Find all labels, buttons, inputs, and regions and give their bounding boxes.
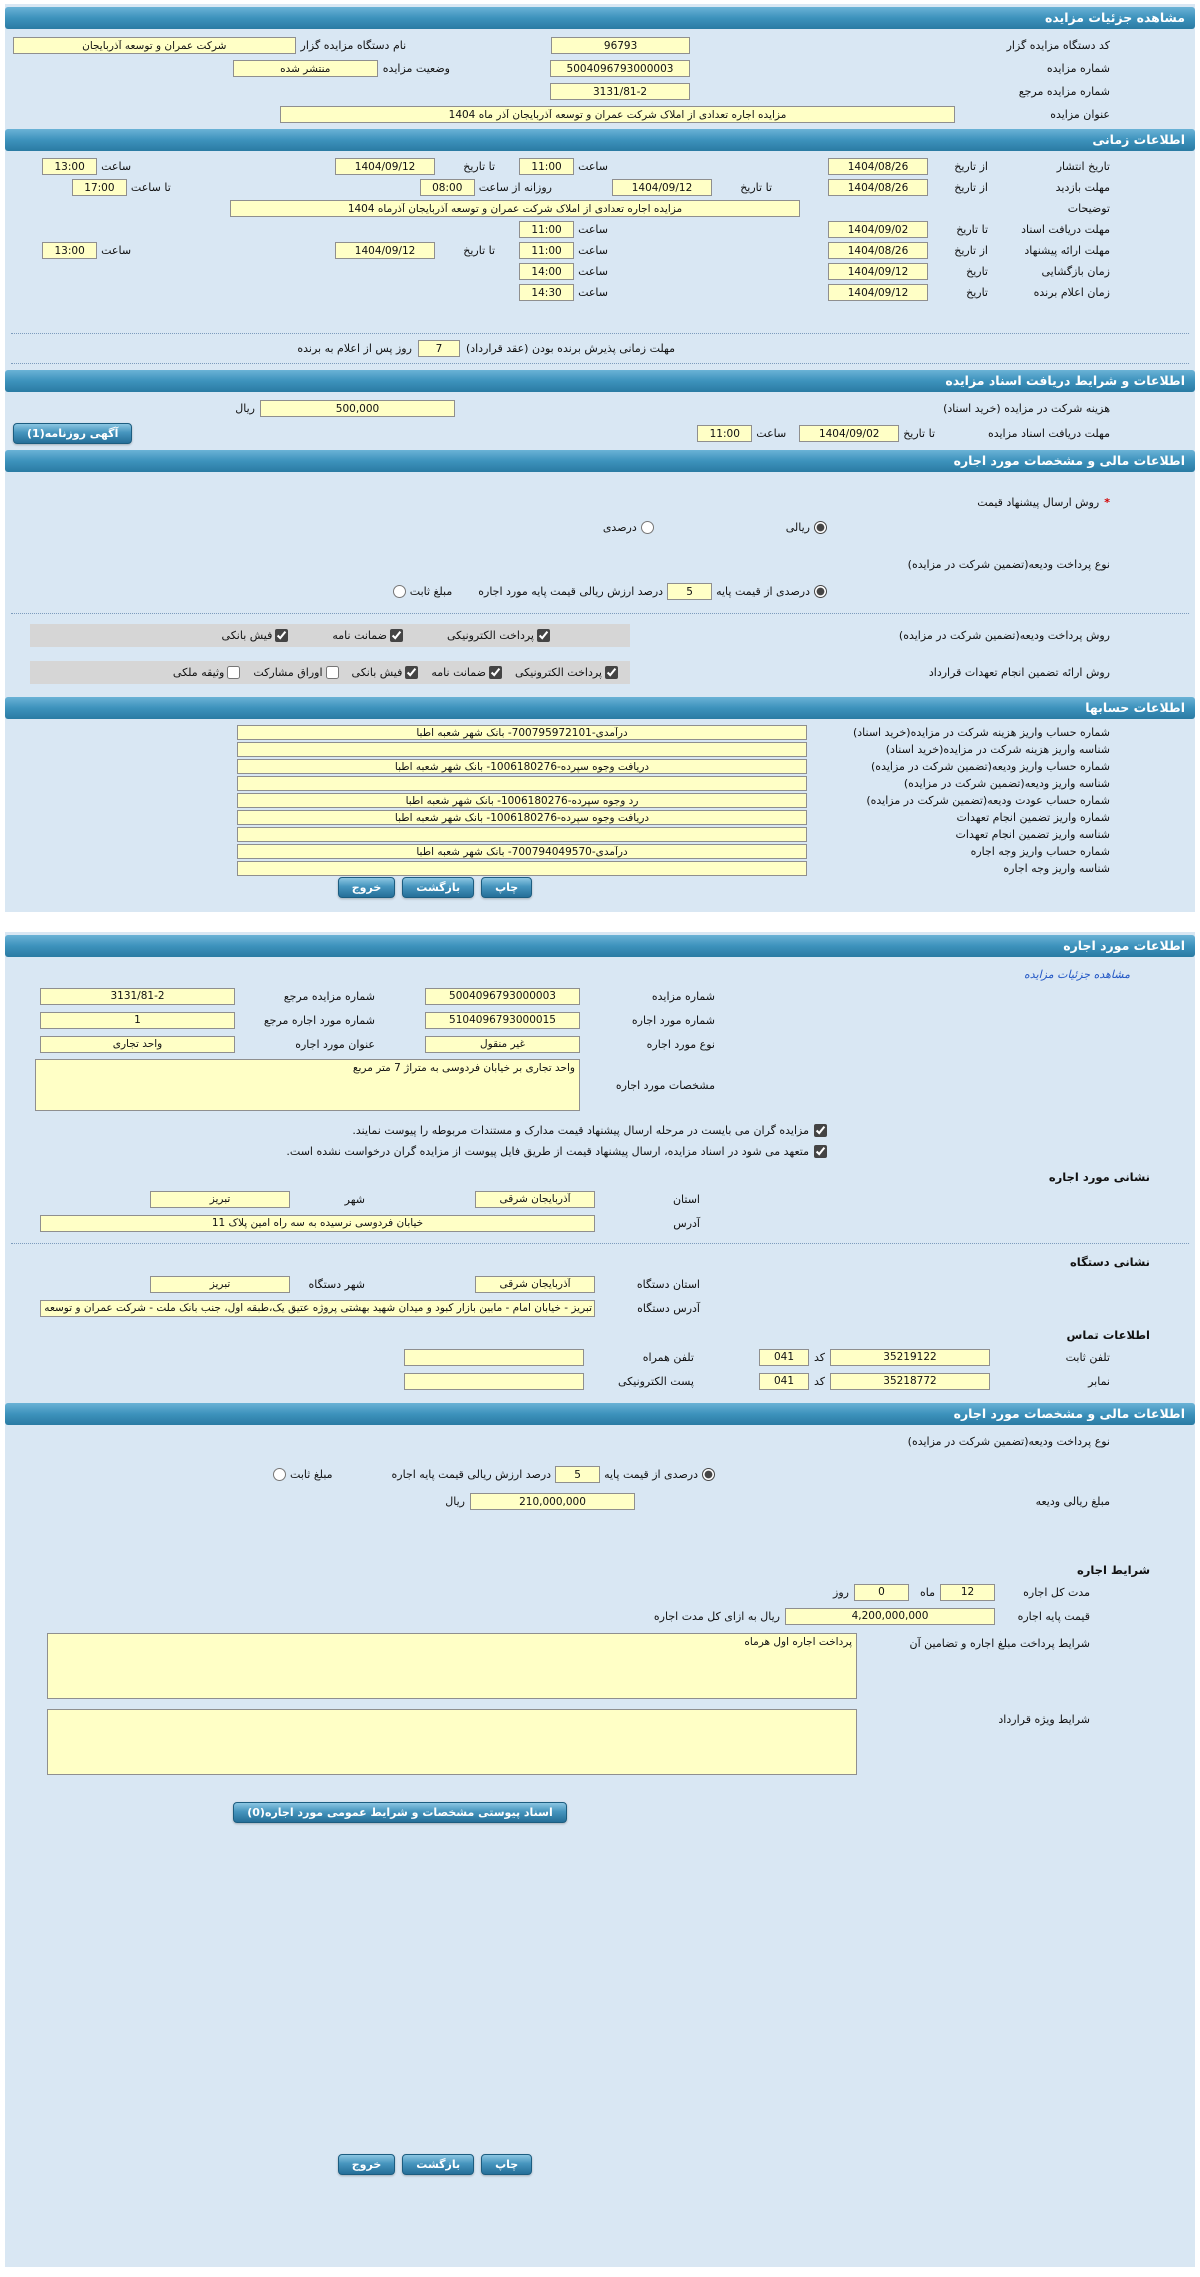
duration-row [5, 1580, 1195, 1604]
no-file-offer-row [5, 1141, 1195, 1162]
opening-date [828, 263, 988, 280]
account-row [5, 724, 1195, 741]
bank-receipt-checkbox[interactable] [405, 666, 418, 679]
auction-no-label: شماره مزایده [1046, 62, 1110, 75]
org-province-input[interactable] [475, 1276, 595, 1293]
offer-from [828, 242, 988, 259]
account-label: شماره حساب عودت ودیعه(تضمین شرکت در مزایده) [866, 794, 1110, 807]
to-date-label: تا تاریخ [903, 427, 935, 440]
months-unit-label: ماه [919, 1585, 935, 1599]
auction-no-row [5, 984, 1195, 1008]
mobile-input[interactable] [404, 1349, 584, 1366]
account-input[interactable] [237, 844, 807, 859]
docs-deadline-date-input[interactable] [799, 425, 899, 442]
electronic-payment-checkbox[interactable] [605, 666, 618, 679]
acceptance-suffix-label: روز پس از اعلام به برنده [297, 342, 412, 355]
deposit-type-label: نوع پرداخت ودیعه(تضمین شرکت در مزایده) [907, 1435, 1110, 1448]
item-address-row [5, 1211, 1195, 1235]
fee-row [5, 397, 1195, 420]
fixed-amount-option-label: مبلغ ثابت [290, 1468, 333, 1481]
item-spec-textarea[interactable] [35, 1059, 580, 1111]
winner-time [519, 284, 608, 301]
financial-header [5, 1403, 1195, 1425]
payment-terms-row [5, 1628, 1195, 1704]
ref-no-input[interactable] [40, 988, 235, 1005]
back-button[interactable]: بازگشت [402, 877, 474, 898]
rental-item-title: اطلاعات مورد اجاره [1063, 938, 1185, 953]
auction-title-input[interactable] [280, 106, 955, 123]
ref-no-row [5, 80, 1195, 103]
account-row [5, 792, 1195, 809]
org-code-label: کد دستگاه مزایده گزار [1006, 39, 1110, 52]
winner-date [828, 284, 988, 301]
publish-from [828, 158, 988, 175]
doc-deadline-date [828, 221, 988, 238]
area-code-label: کد [813, 1350, 825, 1364]
hour-label: ساعت [578, 223, 608, 236]
fax-row [5, 1369, 1195, 1393]
percent-suffix-label: درصد ارزش ریالی قیمت پایه اجاره [391, 1468, 552, 1481]
acceptance-row [5, 337, 1195, 360]
attachment-required-checkbox[interactable] [814, 1124, 827, 1137]
hour-label: ساعت [578, 265, 608, 278]
item-no-row [5, 1008, 1195, 1032]
deposit-amount-row [5, 1490, 1195, 1513]
docs-deadline-label: مهلت دریافت اسناد مزایده [987, 427, 1110, 440]
opening-time [519, 263, 608, 280]
opening-label: زمان بازگشایی [1041, 265, 1110, 278]
email-input[interactable] [404, 1373, 584, 1390]
bank-receipt-option [222, 629, 289, 642]
doc-deadline-time-input[interactable] [519, 221, 574, 238]
winner-row [5, 282, 1195, 303]
description-input[interactable] [230, 200, 800, 217]
auction-details-panel [5, 4, 1195, 912]
percent-option-label: درصدی [602, 521, 637, 534]
from-date-label: از تاریخ [954, 244, 988, 257]
property-collateral-checkbox[interactable] [227, 666, 240, 679]
rental-item-panel [5, 932, 1195, 2267]
payment-terms-textarea[interactable] [47, 1633, 857, 1699]
to-date-label: تا تاریخ [740, 181, 772, 194]
org-address-input[interactable] [40, 1300, 595, 1317]
deposit-type-label-row [5, 553, 1195, 576]
fixed-amount-radio[interactable] [273, 1468, 286, 1481]
account-label: شماره حساب واریز هزینه شرکت در مزایده(خرید اسناد) [852, 726, 1110, 739]
hour-label: ساعت [101, 160, 132, 173]
account-input[interactable] [237, 793, 807, 808]
hour-label: ساعت [101, 244, 132, 257]
duration-months-input[interactable] [940, 1584, 995, 1601]
publish-to [335, 158, 495, 175]
rial-label: ریال [445, 1495, 465, 1508]
auction-title-row [5, 103, 1195, 126]
deposit-amount-label: مبلغ ریالی ودیعه [1035, 1495, 1110, 1508]
area-code-label: کد [813, 1374, 825, 1388]
phone-code-input[interactable] [759, 1349, 809, 1366]
rial-radio[interactable] [814, 521, 827, 534]
no-file-offer-checkbox[interactable] [814, 1145, 827, 1158]
publish-row [5, 156, 1195, 177]
visit-daily-to [72, 179, 171, 196]
province-label: استان [672, 1192, 700, 1206]
deposit-type-label-row [5, 1430, 1195, 1453]
visit-daily-from-input[interactable] [420, 179, 475, 196]
account-label: شناسه واریز تضمین انجام تعهدات [955, 828, 1110, 841]
account-input[interactable] [237, 742, 807, 757]
duration-label: مدت کل اجاره [1023, 1585, 1090, 1599]
special-terms-label: شرایط ویژه قرارداد [998, 1713, 1090, 1726]
electronic-payment-option [515, 666, 618, 679]
item-no-label: شماره مورد اجاره [631, 1013, 715, 1027]
participation-bonds-checkbox[interactable] [326, 666, 339, 679]
action-buttons [5, 2154, 865, 2175]
org-city-label: شهر دستگاه [308, 1277, 365, 1291]
offer-from-time-input[interactable] [519, 242, 574, 259]
opening-time-input[interactable] [519, 263, 574, 280]
payment-terms-label: شرایط پرداخت مبلغ اجاره و تضامین آن [909, 1637, 1090, 1650]
contact-heading: اطلاعات تماس [1066, 1328, 1150, 1342]
price-method-label-row [5, 491, 1195, 514]
ref-no-input[interactable] [550, 83, 690, 100]
dotted-divider [11, 363, 1189, 364]
base-price-input[interactable] [785, 1608, 995, 1625]
offer-label: مهلت ارائه پیشنهاد [1024, 244, 1110, 257]
base-percent-option-label: درصدی از قیمت پایه [716, 585, 810, 598]
rial-label: ریال [235, 402, 255, 415]
action-buttons [5, 877, 865, 898]
rental-terms-heading: شرایط اجاره [1077, 1563, 1150, 1577]
offer-to-time-input[interactable] [42, 242, 97, 259]
winner-date-input[interactable] [828, 284, 928, 301]
fixed-amount-radio[interactable] [393, 585, 406, 598]
bank-receipt-option [352, 666, 419, 679]
org-name-label: نام دستگاه مزایده گزار [300, 39, 407, 52]
base-price-unit-label: ریال به ازای کل مدت اجاره [653, 1609, 780, 1623]
deposit-amount-input[interactable] [470, 1493, 635, 1510]
doc-deadline-label: مهلت دریافت اسناد [1021, 223, 1110, 236]
fee-input[interactable] [260, 400, 455, 417]
percent-radio[interactable] [641, 521, 654, 534]
docs-deadline-time-input[interactable] [697, 425, 752, 442]
publish-to-time-input[interactable] [42, 158, 97, 175]
newspaper-ad-button[interactable]: آگهی روزنامه(1) [13, 423, 132, 444]
org-address-label: آدرس دستگاه [637, 1301, 700, 1315]
ref-no-label: شماره مزایده مرجع [1018, 85, 1110, 98]
guarantee-methods-row [5, 658, 1195, 687]
docs-deadline-time [697, 425, 786, 442]
electronic-payment-label: پرداخت الکترونیکی [515, 666, 602, 679]
print-button[interactable]: چاپ [481, 2154, 532, 2175]
auction-title-label: عنوان مزایده [1050, 108, 1110, 121]
account-row [5, 843, 1195, 860]
account-label: شماره واریز تضمین انجام تعهدات [956, 811, 1110, 824]
publish-from-date-input[interactable] [828, 158, 928, 175]
fixed-amount-option-label: مبلغ ثابت [409, 585, 453, 598]
publish-to-time [42, 158, 131, 175]
deposit-type-options [5, 1463, 1195, 1486]
address-label: آدرس [673, 1216, 700, 1230]
attachments-button[interactable]: اسناد پیوستی مشخصات و شرایط عمومی مورد اجاره(0) [233, 1802, 567, 1823]
visit-daily-from [420, 179, 552, 196]
status-label: وضعیت مزایده [382, 62, 450, 75]
account-row [5, 758, 1195, 775]
publish-to-date-input[interactable] [335, 158, 435, 175]
view-auction-details-link[interactable]: مشاهده جزئیات مزایده [1024, 968, 1130, 981]
hour-label: ساعت [578, 286, 608, 299]
item-type-row [5, 1032, 1195, 1056]
account-label: شماره حساب واریز وجه اجاره [970, 845, 1110, 858]
visit-label: مهلت بازدید [1055, 181, 1110, 194]
base-price-row [5, 1604, 1195, 1628]
offer-row [5, 240, 1195, 261]
fax-code-input[interactable] [759, 1373, 809, 1390]
acceptance-label: مهلت زمانی پذیرش برنده بودن (عقد قرارداد) [465, 342, 675, 355]
mobile-label: تلفن همراه [642, 1350, 694, 1364]
item-title-label: عنوان مورد اجاره [295, 1037, 375, 1051]
account-row [5, 860, 1195, 877]
details-link-row [5, 962, 1195, 984]
deposit-methods-band [30, 624, 630, 647]
participation-bonds-option [253, 666, 338, 679]
special-terms-row [5, 1704, 1195, 1780]
item-type-label: نوع مورد اجاره [646, 1037, 715, 1051]
account-label: شناسه واریز هزینه شرکت در مزایده(خرید اسناد) [885, 743, 1110, 756]
email-label: پست الکترونیکی [618, 1374, 694, 1388]
hour-label: ساعت [578, 160, 608, 173]
electronic-payment-checkbox[interactable] [537, 629, 550, 642]
visit-to-date-input[interactable] [612, 179, 712, 196]
item-address-heading: نشانی مورد اجاره [1048, 1170, 1150, 1184]
org-row [5, 34, 1195, 57]
dotted-divider [11, 1243, 1189, 1244]
rial-option-label: ریالی [785, 521, 810, 534]
province-input[interactable] [475, 1191, 595, 1208]
item-no-input[interactable] [425, 1012, 580, 1029]
item-spec-row [5, 1056, 1195, 1114]
opening-date-input[interactable] [828, 263, 928, 280]
deposit-percent-input[interactable] [555, 1466, 600, 1483]
account-row [5, 826, 1195, 843]
winner-time-input[interactable] [519, 284, 574, 301]
publish-from-time [519, 158, 608, 175]
duration-days-input[interactable] [854, 1584, 909, 1601]
participation-bonds-label: اوراق مشارکت [253, 666, 323, 679]
docs-deadline-row [5, 420, 1195, 447]
account-label: شماره حساب واریز ودیعه(تضمین شرکت در مزایده) [871, 760, 1110, 773]
required-asterisk: * [1104, 496, 1110, 509]
guarantee-methods-band [30, 661, 630, 684]
financial-title: اطلاعات مالی و مشخصات مورد اجاره [953, 453, 1185, 468]
property-collateral-label: وثیقه ملکی [172, 666, 225, 679]
special-terms-textarea[interactable] [47, 1709, 857, 1775]
doc-deadline-row [5, 219, 1195, 240]
guarantee-letter-checkbox[interactable] [489, 666, 502, 679]
description-row [5, 198, 1195, 219]
base-price-label: قیمت پایه اجاره [1017, 1609, 1090, 1623]
doc-deadline-date-input[interactable] [828, 221, 928, 238]
attachment-required-text: مزایده گران می بایست در مرحله ارسال پیشنهاد قیمت مدارک و مستندات مربوطه را پیوست نمایند. [352, 1124, 809, 1137]
offer-from-date-input[interactable] [828, 242, 928, 259]
item-ref-input[interactable] [40, 1012, 235, 1029]
guarantee-letter-option [332, 629, 403, 642]
account-row [5, 741, 1195, 758]
financial-title: اطلاعات مالی و مشخصات مورد اجاره [953, 1406, 1185, 1421]
date-label: تاریخ [966, 265, 988, 278]
electronic-payment-label: پرداخت الکترونیکی [447, 629, 534, 642]
fax-label: نمابر [1088, 1374, 1110, 1388]
org-address-row [5, 1296, 1195, 1320]
offer-to-time [42, 242, 131, 259]
auction-no-input[interactable] [550, 60, 690, 77]
item-title-input[interactable] [40, 1036, 235, 1053]
attachment-required-row [5, 1120, 1195, 1141]
guarantee-methods-label: روش ارائه تضمین انجام تعهدات قرارداد [928, 666, 1110, 679]
offer-to [335, 242, 495, 259]
date-label: تاریخ [966, 286, 988, 299]
account-input[interactable] [237, 759, 807, 774]
guarantee-letter-checkbox[interactable] [390, 629, 403, 642]
bank-receipt-label: فیش بانکی [221, 629, 273, 642]
org-province-city-row [5, 1272, 1195, 1296]
docs-deadline-date [799, 425, 935, 442]
doc-deadline-time [519, 221, 608, 238]
accounts-header [5, 697, 1195, 719]
percent-suffix-label: درصد ارزش ریالی قیمت پایه مورد اجاره [478, 585, 664, 598]
phone-input[interactable] [830, 1349, 990, 1366]
account-input[interactable] [237, 827, 807, 842]
phone-row [5, 1345, 1195, 1369]
guarantee-letter-option [431, 666, 502, 679]
timing-header [5, 129, 1195, 151]
visit-from-date-input[interactable] [828, 179, 928, 196]
org-address-heading: نشانی دستگاه [1070, 1255, 1150, 1269]
dotted-divider [11, 613, 1189, 614]
electronic-payment-option [447, 629, 550, 642]
from-date-label: از تاریخ [954, 181, 988, 194]
item-ref-label: شماره مورد اجاره مرجع [263, 1013, 375, 1027]
deposit-methods-row [5, 621, 1195, 650]
rental-item-header [5, 935, 1195, 957]
auction-no-row [5, 57, 1195, 80]
opening-row [5, 261, 1195, 282]
auction-details-title: مشاهده جزئیات مزایده [1044, 10, 1185, 25]
status-input[interactable] [233, 60, 378, 77]
property-collateral-option [173, 666, 240, 679]
item-type-input[interactable] [425, 1036, 580, 1053]
guarantee-letter-label: ضمانت نامه [431, 666, 486, 679]
fax-input[interactable] [830, 1373, 990, 1390]
winner-label: زمان اعلام برنده [1033, 286, 1110, 299]
publish-label: تاریخ انتشار [1056, 160, 1110, 173]
to-date-label: تا تاریخ [463, 244, 496, 257]
org-name-input[interactable] [13, 37, 296, 54]
no-file-offer-text: متعهد می شود در اسناد مزایده، ارسال پیشنهاد قیمت از طریق فایل پیوست از مزایده گران درخواست نشده است. [286, 1145, 809, 1158]
account-input[interactable] [237, 725, 807, 740]
auction-no-label: شماره مزایده [651, 989, 715, 1003]
publish-from-time-input[interactable] [519, 158, 574, 175]
price-method-label: روش ارسال پیشنهاد قیمت [977, 496, 1100, 509]
account-label: شناسه واریز وجه اجاره [1003, 862, 1110, 875]
description-label: توضیحات [1067, 202, 1110, 215]
account-input[interactable] [237, 776, 807, 791]
base-percent-radio[interactable] [702, 1468, 715, 1481]
org-code-input[interactable] [551, 37, 690, 54]
hour-label: ساعت [756, 427, 787, 440]
accounts-title: اطلاعات حسابها [1085, 700, 1185, 715]
hour-label: ساعت [578, 244, 608, 257]
docs-title: اطلاعات و شرایط دریافت اسناد مزایده [945, 373, 1185, 388]
bank-receipt-label: فیش بانکی [351, 666, 403, 679]
visit-to [612, 179, 772, 196]
to-hour-label: تا ساعت [130, 181, 171, 194]
acceptance-days-input[interactable] [418, 340, 460, 357]
org-city-input[interactable] [150, 1276, 290, 1293]
attachments-row [5, 1802, 795, 1823]
phone-label: تلفن ثابت [1065, 1350, 1110, 1364]
offer-from-time [519, 242, 608, 259]
deposit-percent-input[interactable] [667, 583, 712, 600]
base-percent-radio[interactable] [814, 585, 827, 598]
exit-button[interactable]: خروج [338, 877, 396, 898]
account-input[interactable] [237, 861, 807, 876]
visit-from [828, 179, 988, 196]
financial-header [5, 450, 1195, 472]
to-date-label: تا تاریخ [463, 160, 496, 173]
deposit-type-options [5, 580, 1195, 603]
address-input[interactable] [40, 1215, 595, 1232]
org-province-label: استان دستگاه [636, 1277, 700, 1291]
deposit-type-label: نوع پرداخت ودیعه(تضمین شرکت در مزایده) [907, 558, 1110, 571]
city-label: شهر [344, 1192, 365, 1206]
daily-from-hour-label: روزانه از ساعت [478, 181, 552, 194]
account-row [5, 809, 1195, 826]
auction-details-header [5, 7, 1195, 29]
timing-title: اطلاعات زمانی [1092, 132, 1185, 147]
city-input[interactable] [150, 1191, 290, 1208]
price-method-options [5, 518, 1195, 537]
docs-header [5, 370, 1195, 392]
guarantee-letter-label: ضمانت نامه [332, 629, 387, 642]
back-button[interactable]: بازگشت [402, 2154, 474, 2175]
deposit-methods-label: روش پرداخت ودیعه(تضمین شرکت در مزایده) [898, 629, 1110, 642]
days-unit-label: روز [833, 1585, 849, 1599]
print-button[interactable]: چاپ [481, 877, 532, 898]
exit-button[interactable]: خروج [338, 2154, 396, 2175]
visit-row [5, 177, 1195, 198]
item-province-city-row [5, 1187, 1195, 1211]
dotted-divider [11, 333, 1189, 334]
auction-no-input[interactable] [425, 988, 580, 1005]
account-label: شناسه واریز ودیعه(تضمین شرکت در مزایده) [903, 777, 1110, 790]
ref-no-label: شماره مزایده مرجع [283, 989, 375, 1003]
item-spec-label: مشخصات مورد اجاره [615, 1078, 715, 1092]
account-row [5, 775, 1195, 792]
offer-to-date-input[interactable] [335, 242, 435, 259]
bank-receipt-checkbox[interactable] [275, 629, 288, 642]
to-date-label: تا تاریخ [956, 223, 988, 236]
from-date-label: از تاریخ [954, 160, 988, 173]
fee-label: هزینه شرکت در مزایده (خرید اسناد) [943, 402, 1110, 415]
account-input[interactable] [237, 810, 807, 825]
base-percent-option-label: درصدی از قیمت پایه [604, 1468, 698, 1481]
visit-daily-to-input[interactable] [72, 179, 127, 196]
